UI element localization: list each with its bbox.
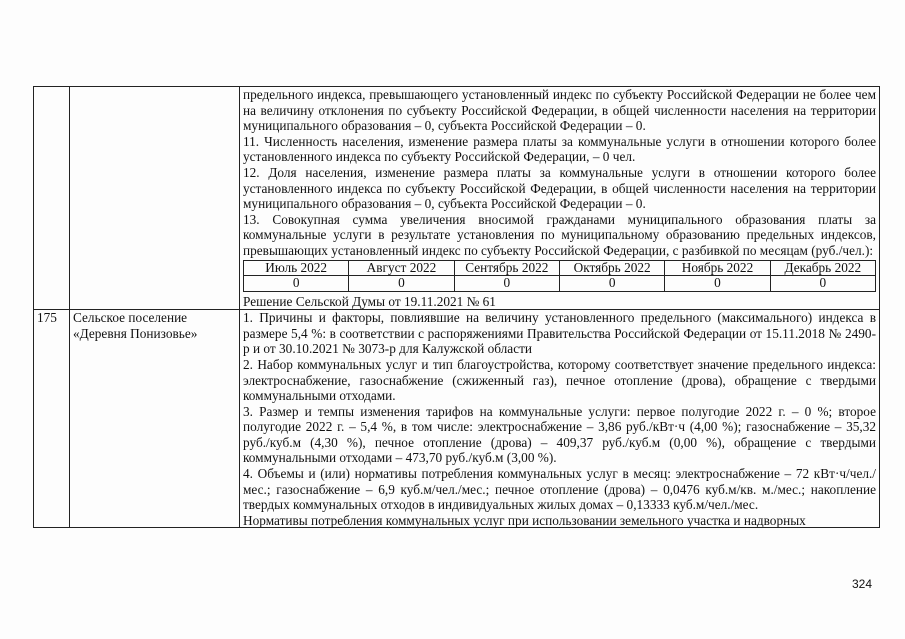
municipality-name: Сельское поселение «Деревня Понизовье» [73,310,198,341]
paragraph: 3. Размер и темпы изменения тарифов на коммунальные услуги: первое полугодие 2022 г. – 0 %; второе полугодие 2022 г. – 5,4 %, в том числе: электроснабжение – 3,86 руб./кВт·ч (4,00 %); газоснабжение – 35,32 руб./куб.м (4,30 %), печное отопление (дрова) – 409,37 руб./куб.м (0,00 %), обращение с твердыми коммунальными отходами – 473,70 руб./куб.м (3,00 %). [243,403,876,466]
municipal-index-table [33,86,880,528]
month-header: Сентябрь 2022 [454,260,559,276]
month-header: Октябрь 2022 [559,260,664,276]
table-row [34,87,880,310]
row-number-cell [34,310,70,528]
municipality-name-cell [70,87,240,310]
paragraph: 12. Доля населения, изменение размера платы за коммунальные услуги в отношении которого более установленного индекса по субъекту Российской Федерации, в общей численности населения на территории муниципального образования – 0, субъекта Российской Федерации – 0. [243,164,876,212]
details-cell [240,87,880,310]
month-value: 0 [454,276,559,292]
month-value: 0 [349,276,454,292]
month-value: 0 [244,276,349,292]
month-value: 0 [559,276,664,292]
row-number-cell [34,87,70,310]
table-row [34,310,880,528]
details-cell [240,310,880,528]
decision-reference: Решение Сельской Думы от 19.11.2021 № 61 [243,293,496,309]
row-number: 175 [37,310,57,326]
months-values-row [244,276,876,292]
month-header: Декабрь 2022 [770,260,875,276]
month-header: Ноябрь 2022 [665,260,770,276]
month-value: 0 [665,276,770,292]
paragraph: 1. Причины и факторы, повлиявшие на величину установленного предельного (максимального) индекса в размере 5,4 %: в соответствии с распоряжениями Правительства Российской Федерации от 15.11.2018 № 2490-р и от 30.10.2021 № 3073-р для Калужской области [243,310,876,357]
month-value: 0 [770,276,875,292]
paragraph: предельного индекса, превышающего установленный индекс по субъекту Российской Федерации не более чем на величину отклонения по субъекту Российской Федерации, в общей численности населения на территории муниципального образования – 0, субъекта Российской Федерации – 0. [243,87,876,134]
municipality-name-cell [70,310,240,528]
paragraph: 4. Объемы и (или) нормативы потребления коммунальных услуг в месяц: электроснабжение – 72 кВт·ч/чел./мес.; газоснабжение – 6,9 куб.м/чел./мес.; печное отопление (дрова) – 0,0476 куб.м/кв. м./мес.; накопление твердых коммунальных отходов в индивидуальных жилых домах – 0,13333 куб.м/чел./мес. [243,466,876,513]
page-number: 324 [852,577,873,591]
paragraph: 11. Численность населения, изменение размера платы за коммунальные услуги в отношении которого более установленного индекса по субъекту Российской Федерации, – 0 чел. [243,133,876,165]
monthly-amounts-table [243,260,876,292]
paragraph: Нормативы потребления коммунальных услуг при использовании земельного участка и надворных [243,512,806,527]
paragraph: 13. Совокупная сумма увеличения вносимой гражданами муниципального образования платы за коммунальные услуги в результате установления по муниципальному образованию предельных индексов, превышающих установленный индекс по субъекту Российской Федерации, с разбивкой по месяцам (руб./чел.): [243,211,876,258]
month-header: Июль 2022 [244,260,349,276]
month-header: Август 2022 [349,260,454,276]
paragraph: 2. Набор коммунальных услуг и тип благоустройства, которому соответствует значение предельного индекса: электроснабжение, газоснабжение (сжиженный газ), печное отопление (дрова), обращение с твердыми коммунальными отходами. [243,356,876,404]
months-header-row [244,260,876,276]
